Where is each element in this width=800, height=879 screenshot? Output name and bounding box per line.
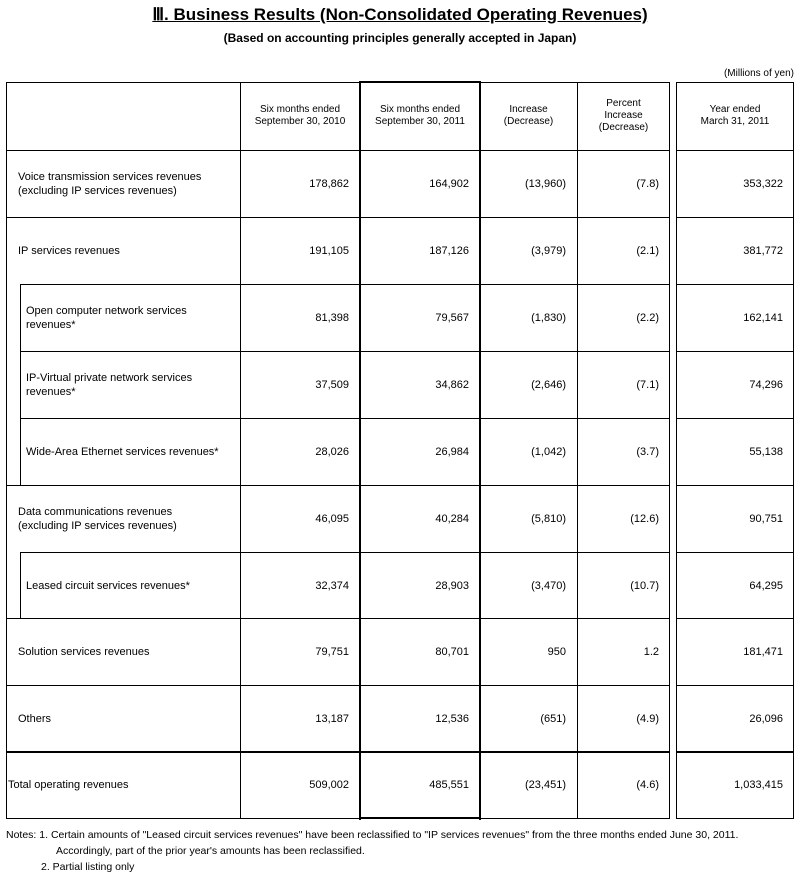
col-2011-box-bottom [359, 817, 481, 819]
row-value: 353,322 [743, 177, 783, 190]
row-value: 40,284 [435, 512, 469, 525]
row-line [676, 685, 794, 686]
row-line [676, 552, 794, 553]
note-1: Notes: 1. Certain amounts of "Leased circuit services revenues" have been reclassified to "IP services revenues" from the three months ended June 30, 2011. [6, 829, 739, 841]
unit-label: (Millions of yen) [723, 68, 794, 79]
indent-line [20, 418, 21, 485]
row-value: (3,470) [531, 579, 566, 592]
note-1-continued: Accordingly, part of the prior year's amounts has been reclassified. [56, 845, 365, 857]
row-value: 55,138 [749, 445, 783, 458]
row-value: 13,187 [315, 712, 349, 725]
row-line [676, 418, 794, 419]
row-value: 950 [547, 645, 566, 658]
row-label: Data communications revenues (excluding IP services revenues) [18, 505, 177, 532]
row-value: (651) [540, 712, 566, 725]
row-value: (3.7) [636, 445, 659, 458]
row-line [676, 618, 794, 619]
row-value: (1,830) [531, 311, 566, 324]
row-value: 37,509 [315, 378, 349, 391]
row-value: 32,374 [315, 579, 349, 592]
row-value: (23,451) [525, 778, 566, 791]
row-value: 509,002 [309, 778, 349, 791]
header-six-months-2011: Six months ended September 30, 2011 [375, 104, 465, 127]
row-line [676, 485, 794, 486]
row-label: Voice transmission services revenues (excluding IP services revenues) [18, 170, 202, 197]
row-value: (4.6) [636, 778, 659, 791]
row-label: Others [18, 712, 52, 725]
header-bottom-line [6, 150, 670, 151]
row-label: Solution services revenues [18, 645, 150, 658]
page-subtitle: (Based on accounting principles generally accepted in Japan) [223, 31, 577, 45]
row-value: 64,295 [749, 579, 783, 592]
header-increase: Increase (Decrease) [503, 104, 554, 127]
row-value: 191,105 [309, 244, 349, 257]
row-value: (3,979) [531, 244, 566, 257]
row-value: (2.1) [636, 244, 659, 257]
indent-line [20, 552, 21, 619]
header-six-months-2010: Six months ended September 30, 2010 [254, 104, 346, 127]
row-line [20, 351, 670, 352]
row-value: 12,536 [435, 712, 469, 725]
row-value: 164,902 [429, 177, 469, 190]
row-value: 46,095 [315, 512, 349, 525]
row-value: 1.2 [643, 645, 659, 658]
total-row-line [676, 751, 794, 753]
row-value: 34,862 [435, 378, 469, 391]
row-value: 80,701 [435, 645, 469, 658]
row-label: IP services revenues [18, 244, 120, 257]
col-2011-box-top [359, 81, 481, 83]
row-value: (10.7) [630, 579, 659, 592]
row-value: (4.9) [636, 712, 659, 725]
col-line [577, 82, 578, 818]
row-value: 178,862 [309, 177, 349, 190]
col-2011-box-right [479, 81, 481, 820]
row-value: 485,551 [429, 778, 469, 791]
row-value: (13,960) [525, 177, 566, 190]
row-value: (2,646) [531, 378, 566, 391]
row-line [6, 217, 670, 218]
row-line [6, 485, 670, 486]
row-value: 187,126 [429, 244, 469, 257]
row-label: IP-Virtual private network services revenues* [26, 371, 193, 398]
row-value: 26,984 [435, 445, 469, 458]
row-line [6, 685, 670, 686]
row-value: 26,096 [749, 712, 783, 725]
row-value: 90,751 [749, 512, 783, 525]
year-box-right [793, 82, 794, 819]
row-value: (7.1) [636, 378, 659, 391]
row-value: 381,772 [743, 244, 783, 257]
row-value: 79,567 [435, 311, 469, 324]
row-value: 181,471 [743, 645, 783, 658]
col-line [240, 82, 241, 818]
row-label: Open computer network services revenues* [26, 304, 187, 331]
row-value: 79,751 [315, 645, 349, 658]
row-value: 74,296 [749, 378, 783, 391]
row-value: (1,042) [531, 445, 566, 458]
notes [6, 827, 738, 875]
indent-line [20, 284, 21, 351]
year-box-left [676, 82, 677, 819]
row-value: 28,026 [315, 445, 349, 458]
row-line [20, 552, 670, 553]
col-2011-box-left [359, 81, 361, 820]
row-line [20, 284, 670, 285]
table-border-bottom [6, 818, 670, 819]
row-line [676, 217, 794, 218]
row-value: (12.6) [630, 512, 659, 525]
table-border-left [6, 82, 7, 819]
header-year-ended-2011: Year ended March 31, 2011 [700, 104, 770, 127]
table-border-top [6, 82, 670, 83]
row-label: Total operating revenues [8, 778, 129, 791]
indent-line [20, 351, 21, 418]
total-row-line [6, 751, 670, 753]
page-title: Ⅲ. Business Results (Non-Consolidated Operating Revenues) [152, 5, 648, 24]
header-bottom-line [676, 150, 794, 151]
year-box-top [676, 82, 794, 83]
row-line [676, 351, 794, 352]
row-line [20, 418, 670, 419]
row-value: 81,398 [315, 311, 349, 324]
row-value: 1,033,415 [734, 778, 783, 791]
row-line [6, 618, 670, 619]
note-2: 2. Partial listing only [41, 861, 135, 873]
row-value: 162,141 [743, 311, 783, 324]
row-line [676, 284, 794, 285]
row-value: (2.2) [636, 311, 659, 324]
row-value: (7.8) [636, 177, 659, 190]
row-value: 28,903 [435, 579, 469, 592]
table-border-right [669, 82, 670, 819]
row-label: Leased circuit services revenues* [26, 579, 190, 592]
row-label: Wide-Area Ethernet services revenues* [26, 445, 219, 458]
header-percent-increase: Percent Increase (Decrease) [598, 98, 649, 133]
row-value: (5,810) [531, 512, 566, 525]
year-box-bottom [676, 818, 794, 819]
